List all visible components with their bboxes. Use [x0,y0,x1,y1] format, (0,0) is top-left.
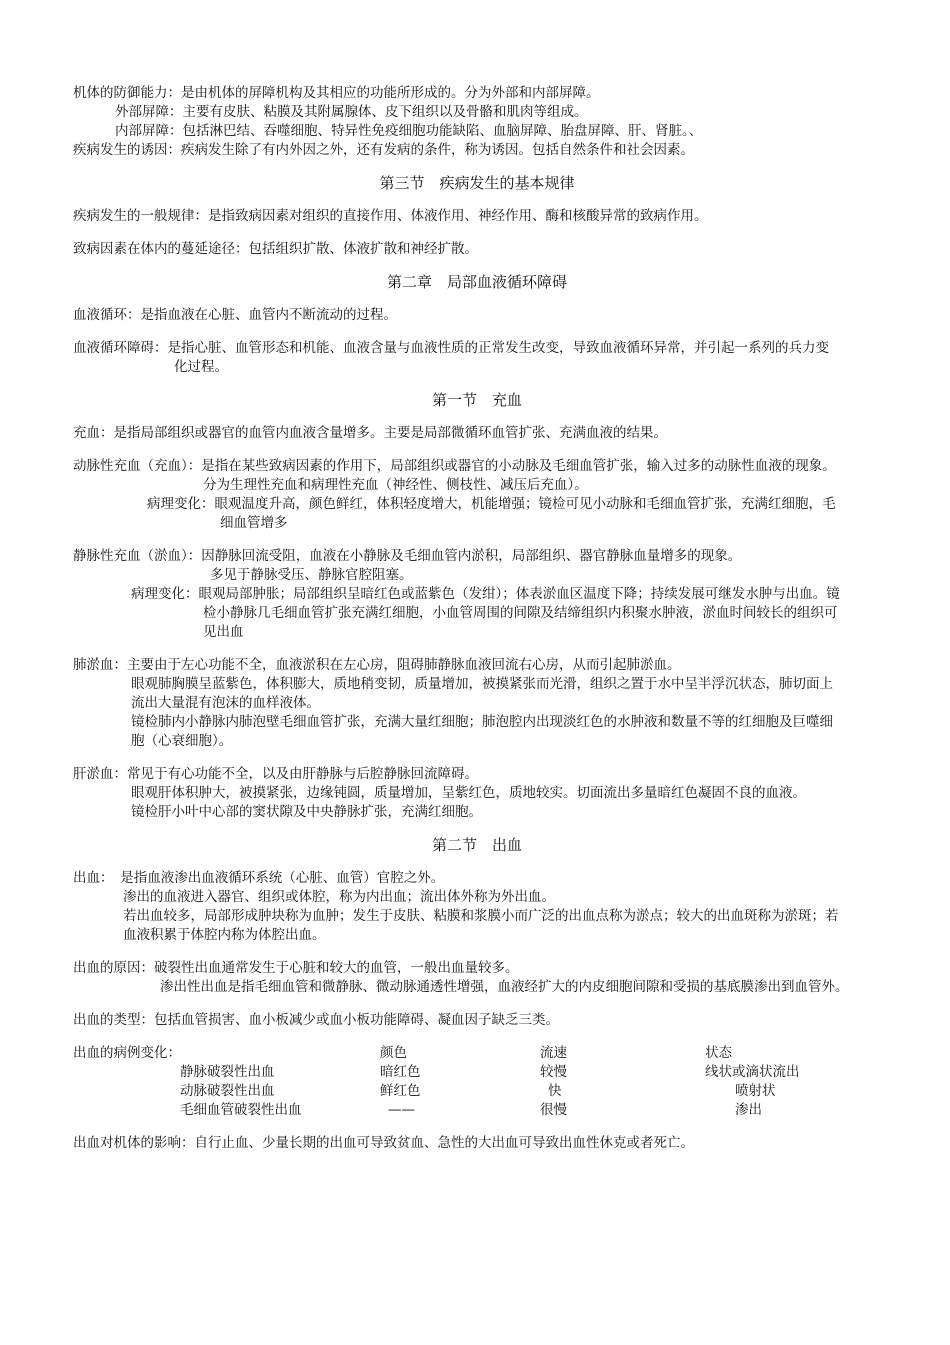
lung-congestion-line3: 流出大量混有泡沫的血样液体。 [131,695,320,711]
table-label: 出血的病例变化： [73,1045,181,1061]
bleeding-types-line: 出血的类型：包括血管损害、血小板减少或血小板功能障碍、凝血因子缺乏三类。 [73,1012,559,1028]
circulation-disorder-line2: 化过程。 [174,359,228,375]
chapter2-heading: 第二章 局部血液循环障碍 [386,273,567,291]
liver-congestion-line1: 肝淤血：常见于有心功能不全，以及由肝静脉与后腔静脉回流障碍。 [73,766,478,782]
arterial-hyperemia-line1: 动脉性充血（充血）：是指在某些致病因素的作用下，局部组织或器官的小动脉及毛细血管扩张，输入过多的动脉性血液的现象。 [73,458,836,474]
inducement-line: 疾病发生的诱因：疾病发生除了有内外因之外，还有发病的条件，称为诱因。包括自然条件和社会因素。 [73,142,694,158]
row-name: 毛细血管破裂性出血 [180,1102,302,1118]
section2-heading: 第二节 出血 [431,836,522,854]
column-header-speed: 流速 [540,1045,567,1061]
document-page [73,84,881,1153]
venous-hyperemia-line2: 多见于静脉受压、静脉官腔阻塞。 [210,567,413,583]
column-header-state: 状态 [705,1045,732,1061]
table-row [73,1101,800,1120]
table-row [73,1082,800,1101]
internal-barrier-line: 内部屏障：包括淋巴结、吞噬细胞、特异性免疫细胞功能缺陷、血脑屏障、胎盘屏障、肝、肾脏。、 [115,123,703,139]
lung-congestion-line4: 镜检肺内小静脉内肺泡壁毛细血管扩张，充满大量红细胞；肺泡腔内出现淡红色的水肿液和数量不等的红细胞及巨噬细 [131,714,833,730]
arterial-hyperemia-line2: 分为生理性充血和病理性充血（神经性、侧枝性、减压后充血）。 [203,477,588,493]
bleeding-definition-line4: 血液积累于体腔内称为体腔出血。 [123,927,326,943]
bleeding-definition-line2: 渗出的血液进入器官、组织或体腔，称为内出血；流出体外称为外出血。 [123,889,555,905]
hyperemia-definition: 充血：是指局部组织或器官的血管内血液含量增多。主要是局部微循环血管扩张、充满血液的结果。 [73,425,667,441]
external-barrier-line: 外部屏障：主要有皮肤、粘膜及其附属腺体、皮下组织以及骨骼和肌肉等组成。 [115,104,588,120]
row-speed: 快 [548,1083,562,1099]
row-state: 喷射状 [735,1083,776,1099]
row-state: 渗出 [735,1102,762,1118]
section3-heading: 第三节 疾病发生的基本规律 [379,174,575,192]
row-name: 静脉破裂性出血 [180,1064,275,1080]
defense-line: 机体的防御能力：是由机体的屏障机构及其相应的功能所形成的。分为外部和内部屏障。 [73,85,600,101]
row-speed: 较慢 [540,1064,567,1080]
row-color: 鲜红色 [380,1083,421,1099]
blood-circulation-paragraph: 血液循环：是指血液在心脏、血管内不断流动的过程。 [73,307,397,323]
circulation-disorder-line1: 血液循环障碍：是指心脏、血管形态和机能、血液含量与血液性质的正常发生改变，导致血液循环异常，并引起一系列的兵力变 [73,340,829,356]
section1-heading: 第一节 充血 [431,391,522,409]
column-header-color: 颜色 [380,1045,407,1061]
venous-pathology-line3: 见出血 [203,624,244,640]
venous-pathology-line1: 病理变化：眼观局部肿胀；局部组织呈暗红色或蓝紫色（发绀）；体表淤血区温度下降；持续发展可继发水肿与出血。镜 [131,586,840,602]
arterial-pathology-line2: 细血管增多 [220,515,288,531]
lung-congestion-line5: 胞（心衰细胞）。 [131,733,233,749]
row-speed: 很慢 [540,1102,567,1118]
spread-route-paragraph: 致病因素在体内的蔓延途径：包括组织扩散、体液扩散和神经扩散。 [73,241,478,257]
row-name: 动脉破裂性出血 [180,1083,275,1099]
table-header-row [73,1044,800,1063]
bleeding-definition-line1: 出血： 是指血液渗出血液循环系统（心脏、血管）官腔之外。 [73,870,445,886]
row-color: 暗红色 [380,1064,421,1080]
bleeding-effect-line: 出血对机体的影响：自行止血、少量长期的出血可导致贫血、急性的大出血可导致出血性休克或者死亡。 [73,1135,694,1151]
general-law-paragraph: 疾病发生的一般规律：是指致病因素对组织的直接作用、体液作用、神经作用、酶和核酸异常的致病作用。 [73,208,708,224]
venous-pathology-line2: 检小静脉几毛细血管扩张充满红细胞，小血管周围的间隙及结缔组织内积聚水肿液，淤血时间较长的组织可 [203,605,838,621]
bleeding-definition-line3: 若出血较多，局部形成肿块称为血肿；发生于皮肤、粘膜和浆膜小而广泛的出血点称为淤点；较大的出血斑称为淤斑；若 [123,908,839,924]
bleeding-pathology-table [73,1044,800,1120]
lung-congestion-line2: 眼观肺胸膜呈蓝紫色，体积膨大，质地稍变韧，质量增加，被摸紧张而光滑，组织之置于水中呈半浮沉状态，肺切面上 [131,676,833,692]
row-color: —— [388,1102,415,1118]
liver-congestion-line3: 镜检肝小叶中心部的窦状隙及中央静脉扩张，充满红细胞。 [131,804,482,820]
lung-congestion-line1: 肺淤血：主要由于左心功能不全，血液淤积在左心房，阻碍肺静脉血液回流右心房，从而引起肺淤血。 [73,657,681,673]
venous-hyperemia-line1: 静脉性充血（淤血）：因静脉回流受阻，血液在小静脉及毛细血管内淤积，局部组织、器官静脉血量增多的现象。 [73,548,742,564]
liver-congestion-line2: 眼观肝体积肿大，被摸紧张，边缘钝圆，质量增加，呈紫红色，质地较实。切面流出多量暗红色凝固不良的血液。 [131,785,806,801]
arterial-pathology-line1: 病理变化：眼观温度升高，颜色鲜红，体积轻度增大，机能增强；镜检可见小动脉和毛细血管扩张，充满红细胞，毛 [147,496,836,512]
bleeding-cause-line1: 出血的原因：破裂性出血通常发生于心脏和较大的血管，一般出血量较多。 [73,960,519,976]
bleeding-cause-line2: 渗出性出血是指毛细血管和微静脉、微动脉通透性增强，血液经扩大的内皮细胞间隙和受损的基底膜渗出到血管外。 [160,979,849,995]
table-row [73,1063,800,1082]
row-state: 线状或滴状流出 [705,1064,800,1080]
